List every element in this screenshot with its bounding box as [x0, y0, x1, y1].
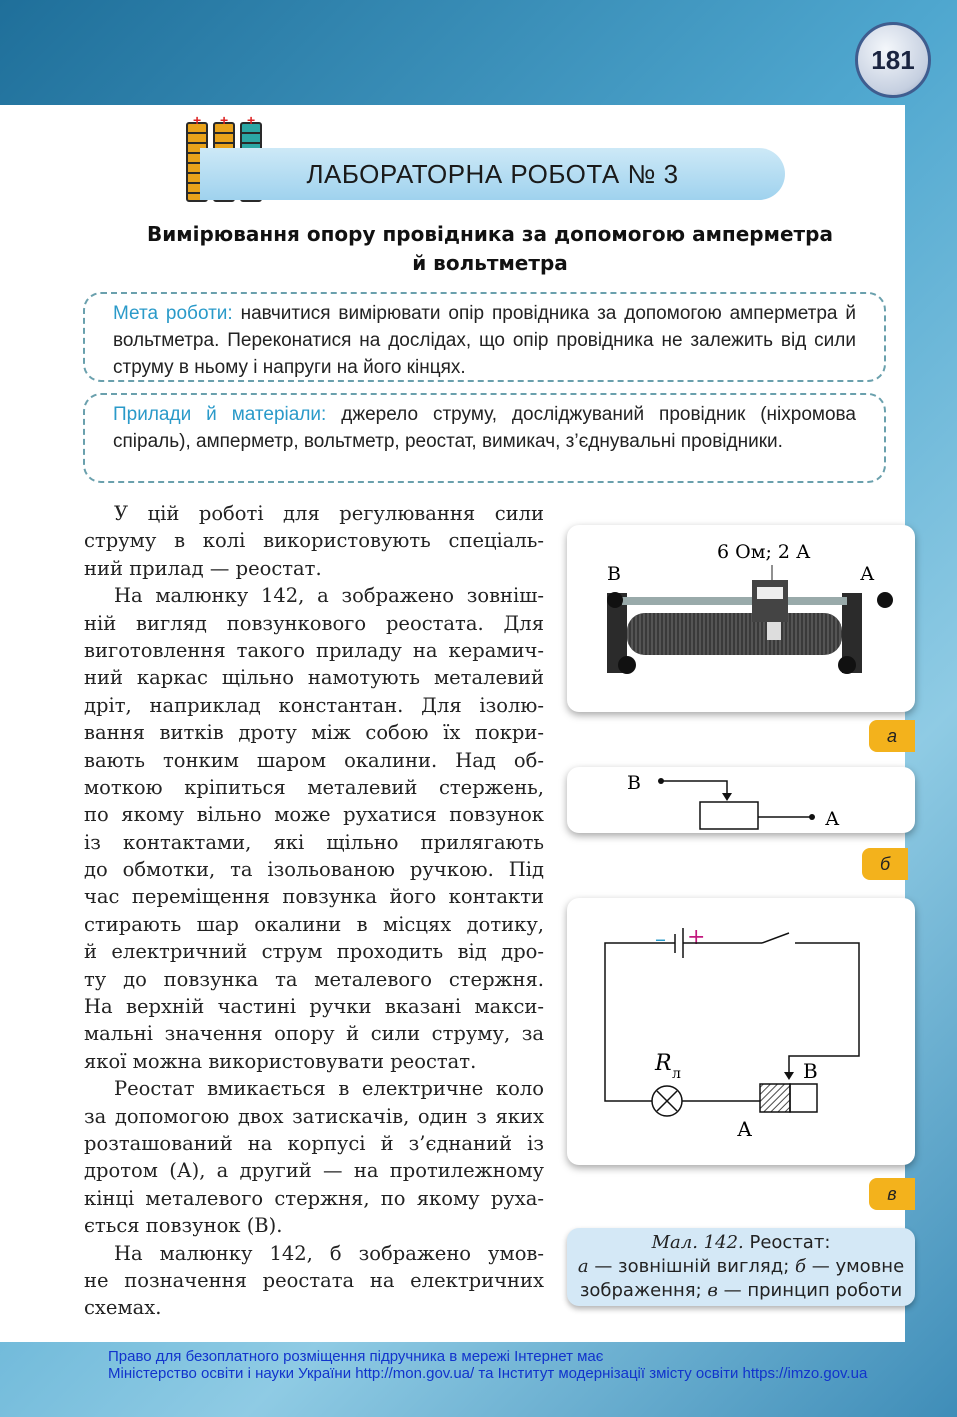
lamp-label: R [655, 1051, 672, 1076]
body-line: дротом (А), а другий — на протилежному [84, 1159, 544, 1183]
body-line: кінці металевого стержня, по якому руха- [84, 1186, 544, 1210]
figure-a-rheostat-photo [567, 525, 915, 712]
body-line: На верхній частині ручки вказані макси- [84, 995, 544, 1019]
body-line: дріт, наприклад константан. Для ізолю- [84, 693, 544, 717]
lab-title: ЛАБОРАТОРНА РОБОТА № 3 [200, 148, 785, 200]
caption-text: — умовне [806, 1256, 905, 1277]
body-line: із контактами, які щільно прилягають [84, 830, 544, 854]
body-line: вають тонким шаром окалини. Над об- [84, 748, 544, 772]
symbol-a-label: А [825, 808, 840, 830]
minus-sign: – [655, 927, 666, 952]
caption-number: Мал. 142. [651, 1232, 744, 1253]
figure-tab-a: а [869, 720, 915, 752]
caption-text: зображення; [579, 1280, 708, 1301]
caption-title: Реостат: [743, 1232, 831, 1253]
footer-notice [108, 1348, 867, 1382]
body-line: схемах. [84, 1296, 162, 1320]
page-number: 181 [855, 22, 931, 98]
body-line: струму в колі використовують спеціаль- [84, 529, 544, 553]
body-line: не позначення реостата на електричних [84, 1268, 544, 1292]
plus-sign: + [687, 925, 706, 950]
body-line: мальні значення опору й сили струму, за [84, 1022, 544, 1046]
body-line: виготовлення такого приладу на керамич- [84, 638, 544, 662]
body-line: час переміщення повзунка його контакти [84, 885, 544, 909]
figure-tab-c: в [869, 1178, 915, 1210]
goal-label: Мета роботи: [113, 303, 233, 324]
body-line: розташований на корпусі й з’єднаний із [84, 1131, 544, 1155]
body-line: якої можна використовувати реостат. [84, 1049, 477, 1073]
footer-line: Право для безоплатного розміщення підручника в мережі Інтернет має [108, 1348, 604, 1365]
rheostat-photo [567, 525, 915, 712]
goal-box [83, 292, 886, 382]
footer-line: Міністерство освіти і науки України http://mon.gov.ua/ та Інститут модернізації змісту освіти https://imzo.gov.ua [108, 1365, 868, 1382]
lab-subtitle [90, 220, 890, 278]
body-line: На малюнку 142, а зображено зовніш- [114, 584, 544, 608]
caption-letter: в [707, 1280, 718, 1301]
terminal-a-label: А [860, 563, 875, 585]
lamp-label-sub: л [672, 1066, 681, 1082]
materials-text: джерело струму, досліджуваний провідник (ніхромова спіраль), амперметр, вольтметр, реостат, вимикач, з’єднувальні провідники. [113, 404, 856, 452]
goal-text: навчитися вимірювати опір провідника за допомогою амперметра й вольтметра. Переконатися на дослідах, що опір провідника не залежить від сили струму в ньому і напруги на його кінцях. [113, 303, 856, 378]
materials-box [83, 393, 886, 483]
caption-letter: б [795, 1256, 806, 1277]
circuit-diagram [567, 898, 915, 1165]
symbol-b-label: В [627, 772, 641, 794]
rating-label: 6 Ом; 2 А [717, 541, 811, 563]
rheostat-symbol [567, 767, 915, 833]
body-line: ний прилад — реостат. [84, 556, 322, 580]
figure-caption [567, 1228, 915, 1306]
figure-b-symbol [567, 767, 915, 833]
terminal-b-label: В [607, 563, 621, 585]
body-line: На малюнку 142, б зображено умов- [114, 1241, 544, 1265]
body-line: ний каркас щільно намотують металевий [84, 666, 544, 690]
figure-tab-b: б [862, 848, 908, 880]
body-line: вання витків дроту між собою їх покри- [84, 721, 544, 745]
subtitle-line: Вимірювання опору провідника за допомогою амперметра [147, 222, 833, 246]
body-line: ється повзунок (В). [84, 1214, 283, 1238]
circuit-b-label: В [803, 1059, 818, 1083]
body-line: моткою кріпиться металевий стержень, [84, 775, 544, 799]
body-line: Реостат вмикається в електричне коло [114, 1077, 544, 1101]
body-text [84, 500, 544, 1322]
body-line: по якому вільно може рухатися повзунок [84, 803, 544, 827]
circuit-a-label: А [737, 1117, 753, 1141]
body-line: ній вигляд повзункового реостата. Для [84, 611, 544, 635]
body-line: стирають шар окалини в місцях дотику, [84, 912, 544, 936]
caption-text: — принцип роботи [717, 1280, 903, 1301]
body-line: ту до повзунка та металевого стержня. [84, 967, 544, 991]
subtitle-line: й вольтметра [412, 251, 568, 275]
figure-c-circuit [567, 898, 915, 1165]
body-line: У цій роботі для регулювання сили [114, 502, 544, 525]
caption-letter: а [577, 1256, 589, 1277]
body-line: за допомогою двох затискачів, один з яких [84, 1104, 544, 1128]
body-line: до обмотки, та ізольованою ручкою. Під [84, 858, 544, 882]
caption-text: — зовнішній вигляд; [588, 1256, 795, 1277]
materials-label: Прилади й матеріали: [113, 404, 327, 425]
body-line: й електричний струм проходить від дро- [84, 940, 544, 964]
